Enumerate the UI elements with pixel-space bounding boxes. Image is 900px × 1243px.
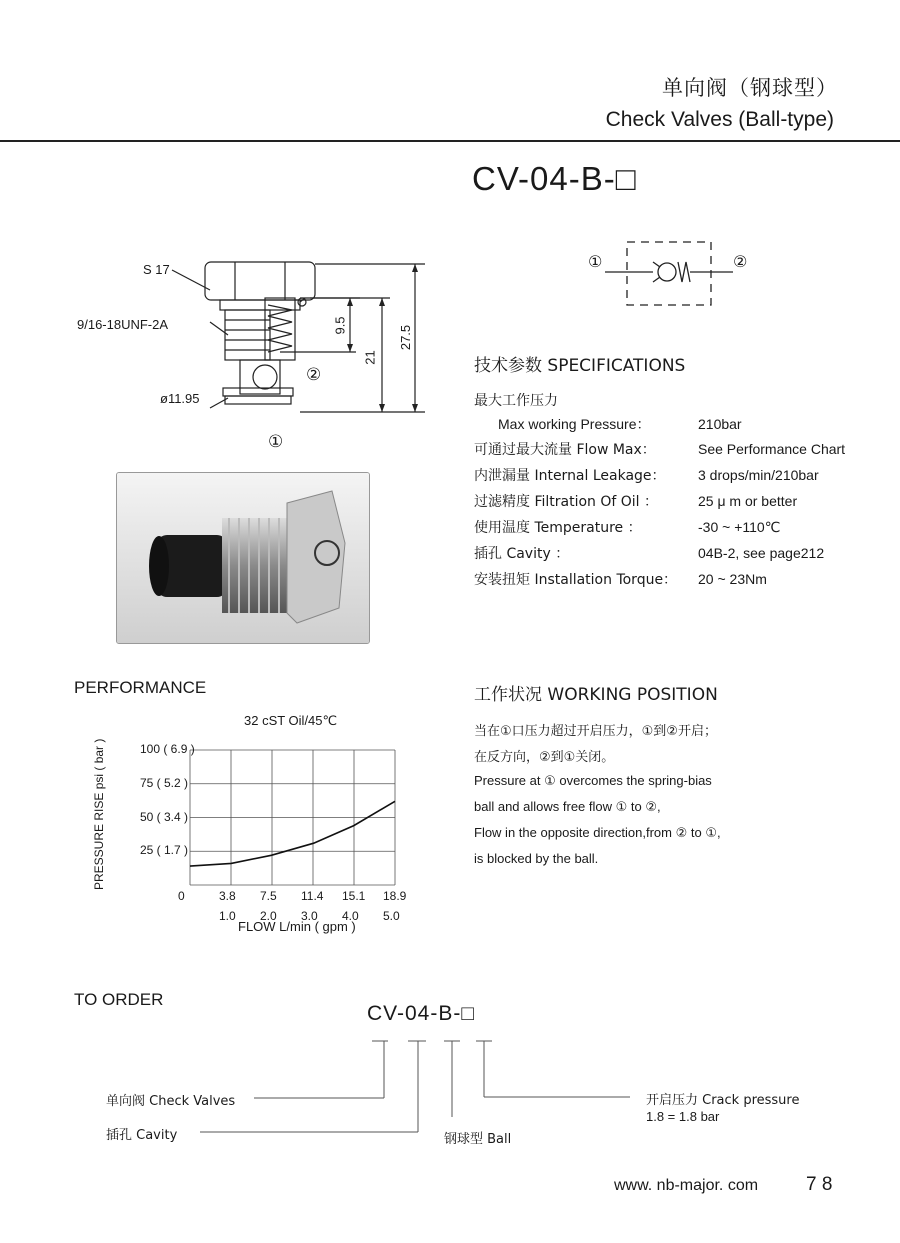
working-line: Flow in the opposite direction,from ② to ①, [474,825,721,840]
order-code: CV-04-B-□ [367,1002,476,1025]
chart-xtick-label-gpm: 4.0 [342,909,359,923]
spec-label: 安装扭矩 Installation Torque： [474,572,678,588]
spec-value: 210bar [698,416,742,432]
spec-value: 04B-2, see page212 [698,545,825,561]
spec-label: 过滤精度 Filtration Of Oil ： [474,494,659,510]
label-thread: 9/16-18UNF-2A [77,317,169,332]
drawing-port-1: ① [268,432,284,451]
order-crack-value: 1.8 = 1.8 bar [646,1109,720,1124]
spec-label: 可通过最大流量 Flow Max： [474,442,656,458]
label-dim-9-5: 9.5 [332,316,348,335]
chart-xtick-label-gpm: 3.0 [301,909,318,923]
spec-label: 插孔 Cavity ： [474,546,570,562]
chart-xtick-label: 11.4 [301,889,324,903]
working-line: ball and allows free flow ① to ②, [474,799,661,814]
spec-label: 最大工作压力 [474,393,558,409]
spec-value: -30 ~ +110℃ [698,519,781,535]
label-dim-27-5: 27.5 [398,324,414,351]
symbol-port-1: ① [588,254,603,271]
working-line: 当在①口压力超过开启压力，①到②开启； [474,724,717,739]
order-ball: 钢球型 Ball [444,1132,512,1147]
footer-page: 7 8 [806,1174,833,1195]
order-check-valves: 单向阀 Check Valves [106,1094,236,1109]
header-title-en: Check Valves (Ball-type) [605,108,834,131]
chart-ytick-label: 100 ( 6.9 ) [140,742,195,756]
spec-value: 20 ~ 23Nm [698,571,767,587]
header-divider [0,140,900,142]
order-crack-pressure: 开启压力 Crack pressure [646,1093,800,1108]
label-s17: S 17 [143,262,170,277]
chart-series-line [190,801,395,866]
label-dim-21: 21 [362,350,378,365]
chart-title: 32 cST Oil/45℃ [244,713,338,728]
hydraulic-symbol [585,240,755,310]
spec-value: 25 μ m or better [698,493,798,509]
chart-ytick-label: 75 ( 5.2 ) [140,775,189,790]
order-cavity: 插孔 Cavity [106,1128,178,1143]
order-callout-lines [190,1035,660,1135]
spec-label: 使用温度 Temperature ： [474,520,642,536]
chart-xtick-label-gpm: 5.0 [383,909,400,923]
working-title: 工作状况 WORKING POSITION [474,685,718,705]
chart-ylabel: PRESSURE RISE psi ( bar ) [92,738,106,890]
chart-xtick-label-gpm: 1.0 [219,909,236,923]
spec-value: 3 drops/min/210bar [698,467,819,483]
order-title: TO ORDER [74,990,164,1009]
chart-ytick-label: 50 ( 3.4 ) [140,809,189,824]
label-diameter: ø11.95 [160,391,200,406]
chart-ytick-label: 25 ( 1.7 ) [140,843,189,858]
valve-drawing [60,250,440,465]
spec-value: See Performance Chart [698,441,846,457]
specs-title: 技术参数 SPECIFICATIONS [474,356,686,376]
working-line: is blocked by the ball. [474,851,599,866]
working-line: 在反方向，②到①关闭。 [474,750,615,765]
chart-xtick-label: 0 [178,889,185,903]
chart-xtick-label-gpm: 2.0 [260,909,277,923]
footer-url: www. nb-major. com [614,1177,759,1194]
model-code: CV-04-B-□ [472,160,637,197]
spec-label: Max working Pressure： [498,416,651,432]
chart-xtick-label: 7.5 [260,889,277,903]
performance-title: PERFORMANCE [74,678,207,697]
symbol-port-2: ② [733,254,748,271]
chart-xtick-label: 18.9 [383,889,407,903]
chart-xtick-label: 15.1 [342,889,366,903]
working-line: Pressure at ① overcomes the spring-bias [474,773,712,788]
drawing-port-2: ② [306,365,322,384]
spec-label: 内泄漏量 Internal Leakage： [474,468,666,484]
header-title-cn: 单向阀（钢球型） [662,76,838,100]
chart-xlabel: FLOW L/min ( gpm ) [238,919,356,934]
product-photo [116,472,370,644]
chart-xtick-label: 3.8 [219,889,236,903]
